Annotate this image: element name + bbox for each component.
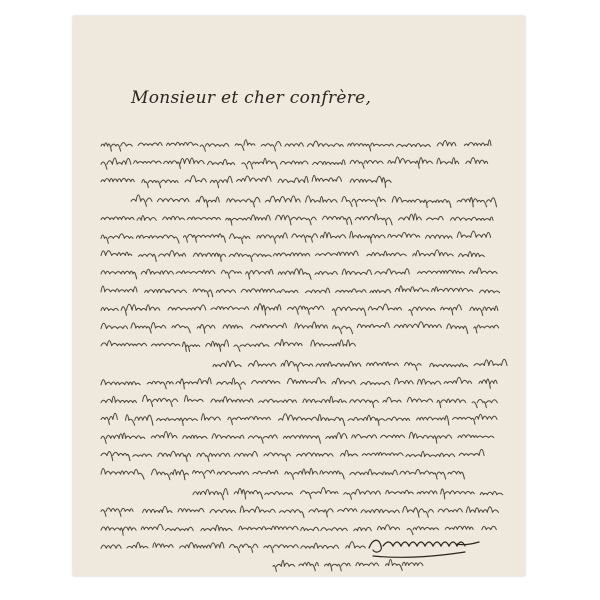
handwriting-line xyxy=(101,542,365,553)
handwriting-line xyxy=(101,413,497,425)
handwriting-line xyxy=(101,322,499,334)
handwriting-line xyxy=(101,286,500,297)
handwriting-line xyxy=(101,524,496,535)
illegible-handwriting xyxy=(101,140,507,572)
handwriting-line xyxy=(101,140,491,152)
handwriting-line xyxy=(101,268,497,280)
handwriting-line xyxy=(193,488,503,500)
handwriting-line xyxy=(101,377,497,389)
handwriting-line xyxy=(131,195,496,208)
handwriting-line xyxy=(213,359,507,371)
handwriting-line xyxy=(101,214,493,225)
handwriting-line xyxy=(101,468,464,480)
handwriting-line xyxy=(101,395,497,408)
handwriting-line xyxy=(101,231,491,244)
letter-greeting: Monsieur et cher confrère, xyxy=(131,88,372,108)
handwriting-strokes xyxy=(73,16,525,576)
signature-flourish xyxy=(369,540,479,557)
handwritten-letter-page xyxy=(73,16,525,576)
handwriting-line xyxy=(101,304,498,316)
handwriting-line xyxy=(273,560,423,572)
handwriting-line xyxy=(101,157,488,169)
handwriting-line xyxy=(101,449,484,461)
handwriting-line xyxy=(101,250,484,262)
handwriting-line xyxy=(101,175,391,187)
handwriting-line xyxy=(101,339,356,351)
handwriting-line xyxy=(101,432,494,444)
handwriting-line xyxy=(101,506,498,518)
